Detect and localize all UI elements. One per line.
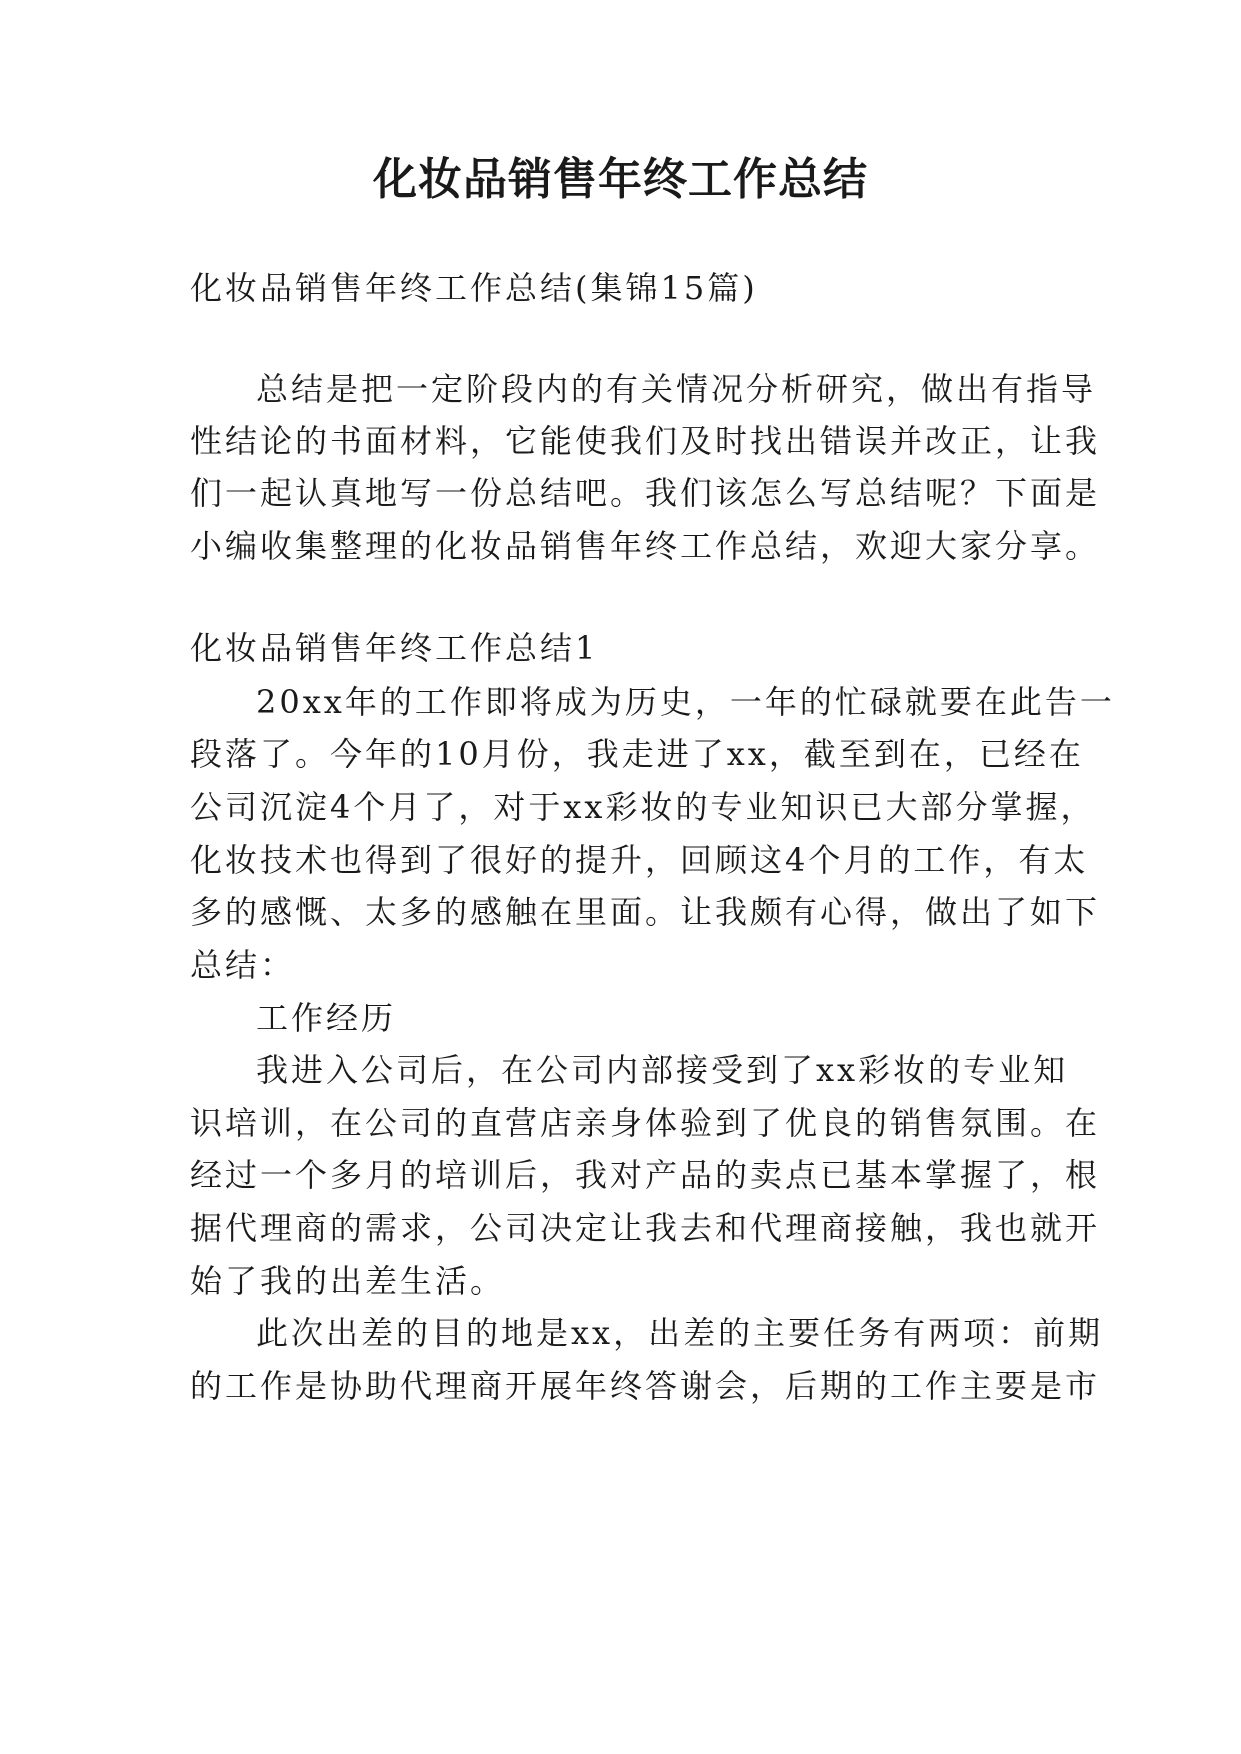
subheading: 工作经历 xyxy=(256,999,397,1037)
paragraph-line: 段落了。今年的10月份，我走进了xx，截至到在，已经在 xyxy=(190,735,1084,773)
paragraph-line: 多的感慨、太多的感触在里面。让我颇有心得，做出了如下 xyxy=(190,893,1101,931)
intro-line: 总结是把一定阶段内的有关情况分析研究，做出有指导 xyxy=(256,370,1097,408)
document-subtitle: 化妆品销售年终工作总结(集锦15篇) xyxy=(190,269,758,307)
paragraph-line: 20xx年的工作即将成为历史，一年的忙碌就要在此告一 xyxy=(256,683,1115,721)
intro-line: 小编收集整理的化妆品销售年终工作总结，欢迎大家分享。 xyxy=(190,527,1101,565)
paragraph-line: 化妆技术也得到了很好的提升，回顾这4个月的工作，有太 xyxy=(190,841,1089,879)
paragraph-line: 我进入公司后，在公司内部接受到了xx彩妆的专业知 xyxy=(256,1051,1069,1089)
intro-line: 性结论的书面材料，它能使我们及时找出错误并改正，让我 xyxy=(190,422,1101,460)
paragraph-line: 始了我的出差生活。 xyxy=(190,1262,506,1300)
paragraph-line: 经过一个多月的培训后，我对产品的卖点已基本掌握了，根 xyxy=(190,1156,1101,1194)
paragraph-line: 的工作是协助代理商开展年终答谢会，后期的工作主要是市 xyxy=(190,1367,1101,1405)
paragraph-line: 识培训，在公司的直营店亲身体验到了优良的销售氛围。在 xyxy=(190,1104,1101,1142)
paragraph-line: 据代理商的需求，公司决定让我去和代理商接触，我也就开 xyxy=(190,1209,1101,1247)
intro-line: 们一起认真地写一份总结吧。我们该怎么写总结呢？下面是 xyxy=(190,474,1101,512)
paragraph-line: 此次出差的目的地是xx，出差的主要任务有两项：前期 xyxy=(256,1314,1104,1352)
paragraph-line: 公司沉淀4个月了，对于xx彩妆的专业知识已大部分掌握， xyxy=(190,788,1096,826)
document-title: 化妆品销售年终工作总结 xyxy=(373,154,868,205)
section-heading: 化妆品销售年终工作总结1 xyxy=(190,629,599,667)
paragraph-line: 总结： xyxy=(190,946,296,984)
